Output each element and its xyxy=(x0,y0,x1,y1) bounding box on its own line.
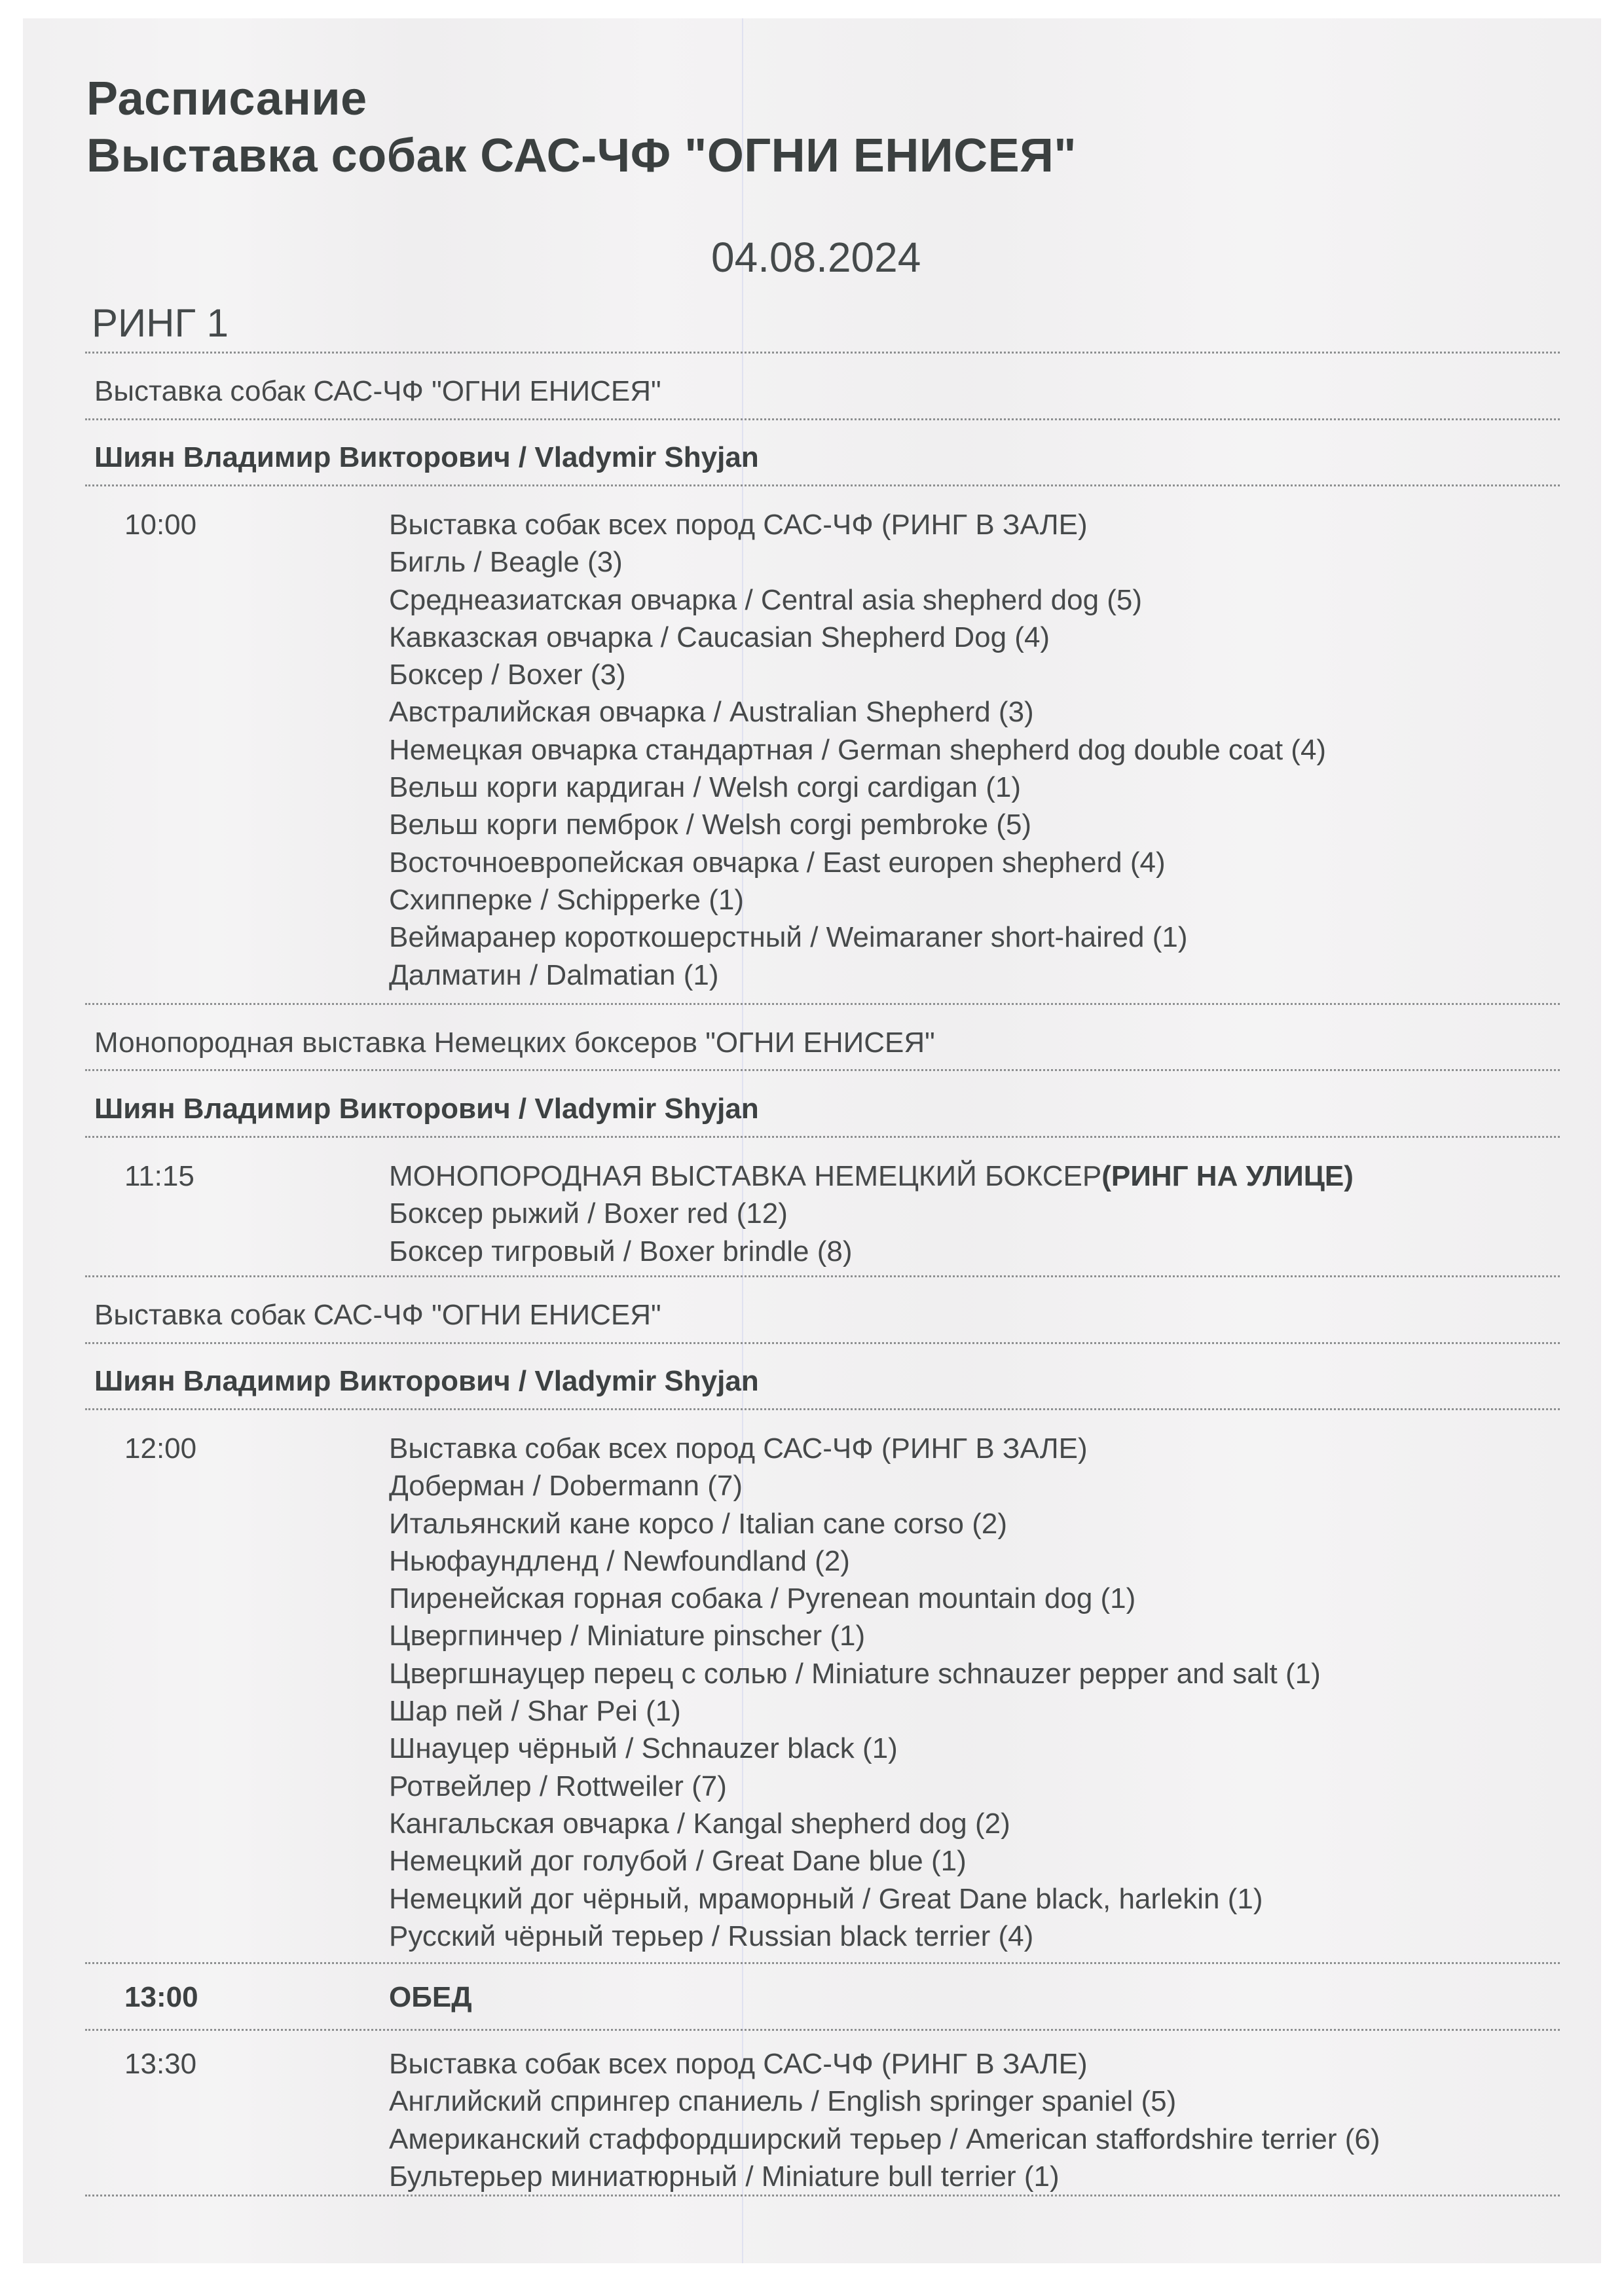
breed-entry: Цвергшнауцер перец с солью / Miniature schnauzer pepper and salt (1) xyxy=(389,1657,1321,1690)
judge-name: Шиян Владимир Викторович / Vladymir Shyjan xyxy=(94,441,759,473)
breed-entry: Ротвейлер / Rottweiler (7) xyxy=(389,1770,727,1802)
slot-entries xyxy=(389,506,1326,994)
show-name: Выставка собак САС-ЧФ "ОГНИ ЕНИСЕЯ" xyxy=(94,375,661,407)
breed-entry: Цвергпинчер / Miniature pinscher (1) xyxy=(389,1620,866,1652)
separator xyxy=(85,1069,1560,1071)
breed-entry: Бигль / Beagle (3) xyxy=(389,546,623,579)
separator xyxy=(85,1408,1560,1410)
slot-entries xyxy=(389,2045,1380,2195)
slot-time: 12:00 xyxy=(124,1432,197,1465)
show-name: Выставка собак САС-ЧФ "ОГНИ ЕНИСЕЯ" xyxy=(94,1299,661,1331)
slot-time: 13:00 xyxy=(124,1981,198,2013)
slot-heading: Выставка собак всех пород САС-ЧФ (РИНГ В ЗАЛЕ) xyxy=(389,509,1088,541)
breed-entry: Бультерьер миниатюрный / Miniature bull terrier (1) xyxy=(389,2160,1060,2193)
ring-label: РИНГ 1 xyxy=(92,301,229,345)
schedule-date: 04.08.2024 xyxy=(711,234,921,281)
judge-name: Шиян Владимир Викторович / Vladymir Shyjan xyxy=(94,1093,759,1125)
breed-entry: Доберман / Dobermann (7) xyxy=(389,1470,743,1503)
breed-entry: Английский спрингер спаниель / English springer spaniel (5) xyxy=(389,2085,1177,2118)
slot-heading: Выставка собак всех пород САС-ЧФ (РИНГ В ЗАЛЕ) xyxy=(389,1432,1088,1465)
document-title xyxy=(86,71,1077,185)
slot-time: 11:15 xyxy=(124,1160,194,1192)
breed-entry: Немецкий дог чёрный, мраморный / Great Dane black, harlekin (1) xyxy=(389,1882,1263,1915)
separator xyxy=(85,2029,1560,2031)
breed-entry: Шнауцер чёрный / Schnauzer black (1) xyxy=(389,1732,898,1765)
separator xyxy=(85,352,1560,354)
breed-entry: Восточноевропейская овчарка / East europen shepherd (4) xyxy=(389,846,1166,879)
slot-entries xyxy=(389,1978,472,2016)
breed-entry: Среднеазиатская овчарка / Central asia shepherd dog (5) xyxy=(389,583,1143,616)
slot-entries xyxy=(389,1430,1321,1955)
breed-entry: Пиренейская горная собака / Pyrenean mountain dog (1) xyxy=(389,1582,1136,1615)
breed-entry: Боксер / Boxer (3) xyxy=(389,659,626,691)
breed-entry: Австралийская овчарка / Australian Shepherd (3) xyxy=(389,696,1034,729)
separator xyxy=(85,1342,1560,1344)
slot-heading-text: МОНОПОРОДНАЯ ВЫСТАВКА НЕМЕЦКИЙ БОКСЕР xyxy=(389,1160,1102,1192)
title-line-schedule: Расписание xyxy=(86,73,367,125)
slot-time: 13:30 xyxy=(124,2048,197,2080)
breed-entry: Ньюфаундленд / Newfoundland (2) xyxy=(389,1544,850,1577)
slot-entries xyxy=(389,1157,1354,1270)
lunch-break-label: ОБЕД xyxy=(389,1981,472,2013)
separator xyxy=(85,1136,1560,1138)
breed-entry: Далматин / Dalmatian (1) xyxy=(389,958,719,991)
breed-entry: Шар пей / Shar Pei (1) xyxy=(389,1695,681,1728)
breed-entry: Кангальская овчарка / Kangal shepherd dog (2) xyxy=(389,1807,1010,1840)
slot-time: 10:00 xyxy=(124,509,197,541)
breed-entry: Немецкая овчарка стандартная / German shepherd dog double coat (4) xyxy=(389,733,1327,766)
breed-entry: Боксер рыжий / Boxer red (12) xyxy=(389,1197,788,1230)
breed-entry: Немецкий дог голубой / Great Dane blue (1) xyxy=(389,1845,967,1878)
breed-entry: Американский стаффордширский терьер / American staffordshire terrier (6) xyxy=(389,2123,1380,2155)
breed-entry: Вельш корги кардиган / Welsh corgi cardigan (1) xyxy=(389,771,1021,804)
breed-entry: Итальянский кане корсо / Italian cane corso (2) xyxy=(389,1507,1007,1540)
separator xyxy=(85,1003,1560,1005)
title-line-show-name: Выставка собак САС-ЧФ "ОГНИ ЕНИСЕЯ" xyxy=(86,130,1077,182)
judge-name: Шиян Владимир Викторович / Vladymir Shyjan xyxy=(94,1365,759,1397)
separator xyxy=(85,484,1560,486)
breed-entry: Кавказская овчарка / Caucasian Shepherd Dog (4) xyxy=(389,621,1050,653)
ring-location-bold: (РИНГ НА УЛИЦЕ) xyxy=(1101,1160,1354,1192)
breed-entry: Веймаранер короткошерстный / Weimaraner short-haired (1) xyxy=(389,921,1188,954)
breed-entry: Схипперке / Schipperke (1) xyxy=(389,883,744,916)
breed-entry: Вельш корги пемброк / Welsh corgi pembroke (5) xyxy=(389,809,1032,841)
show-name: Монопородная выставка Немецких боксеров "ОГНИ ЕНИСЕЯ" xyxy=(94,1027,935,1059)
slot-heading: Выставка собак всех пород САС-ЧФ (РИНГ В ЗАЛЕ) xyxy=(389,2048,1088,2080)
breed-entry: Боксер тигровый / Boxer brindle (8) xyxy=(389,1235,853,1267)
breed-entry: Русский чёрный терьер / Russian black terrier (4) xyxy=(389,1920,1034,1952)
separator xyxy=(85,418,1560,420)
separator xyxy=(85,1275,1560,1277)
slot-heading xyxy=(389,1157,1354,1195)
separator xyxy=(85,1962,1560,1964)
